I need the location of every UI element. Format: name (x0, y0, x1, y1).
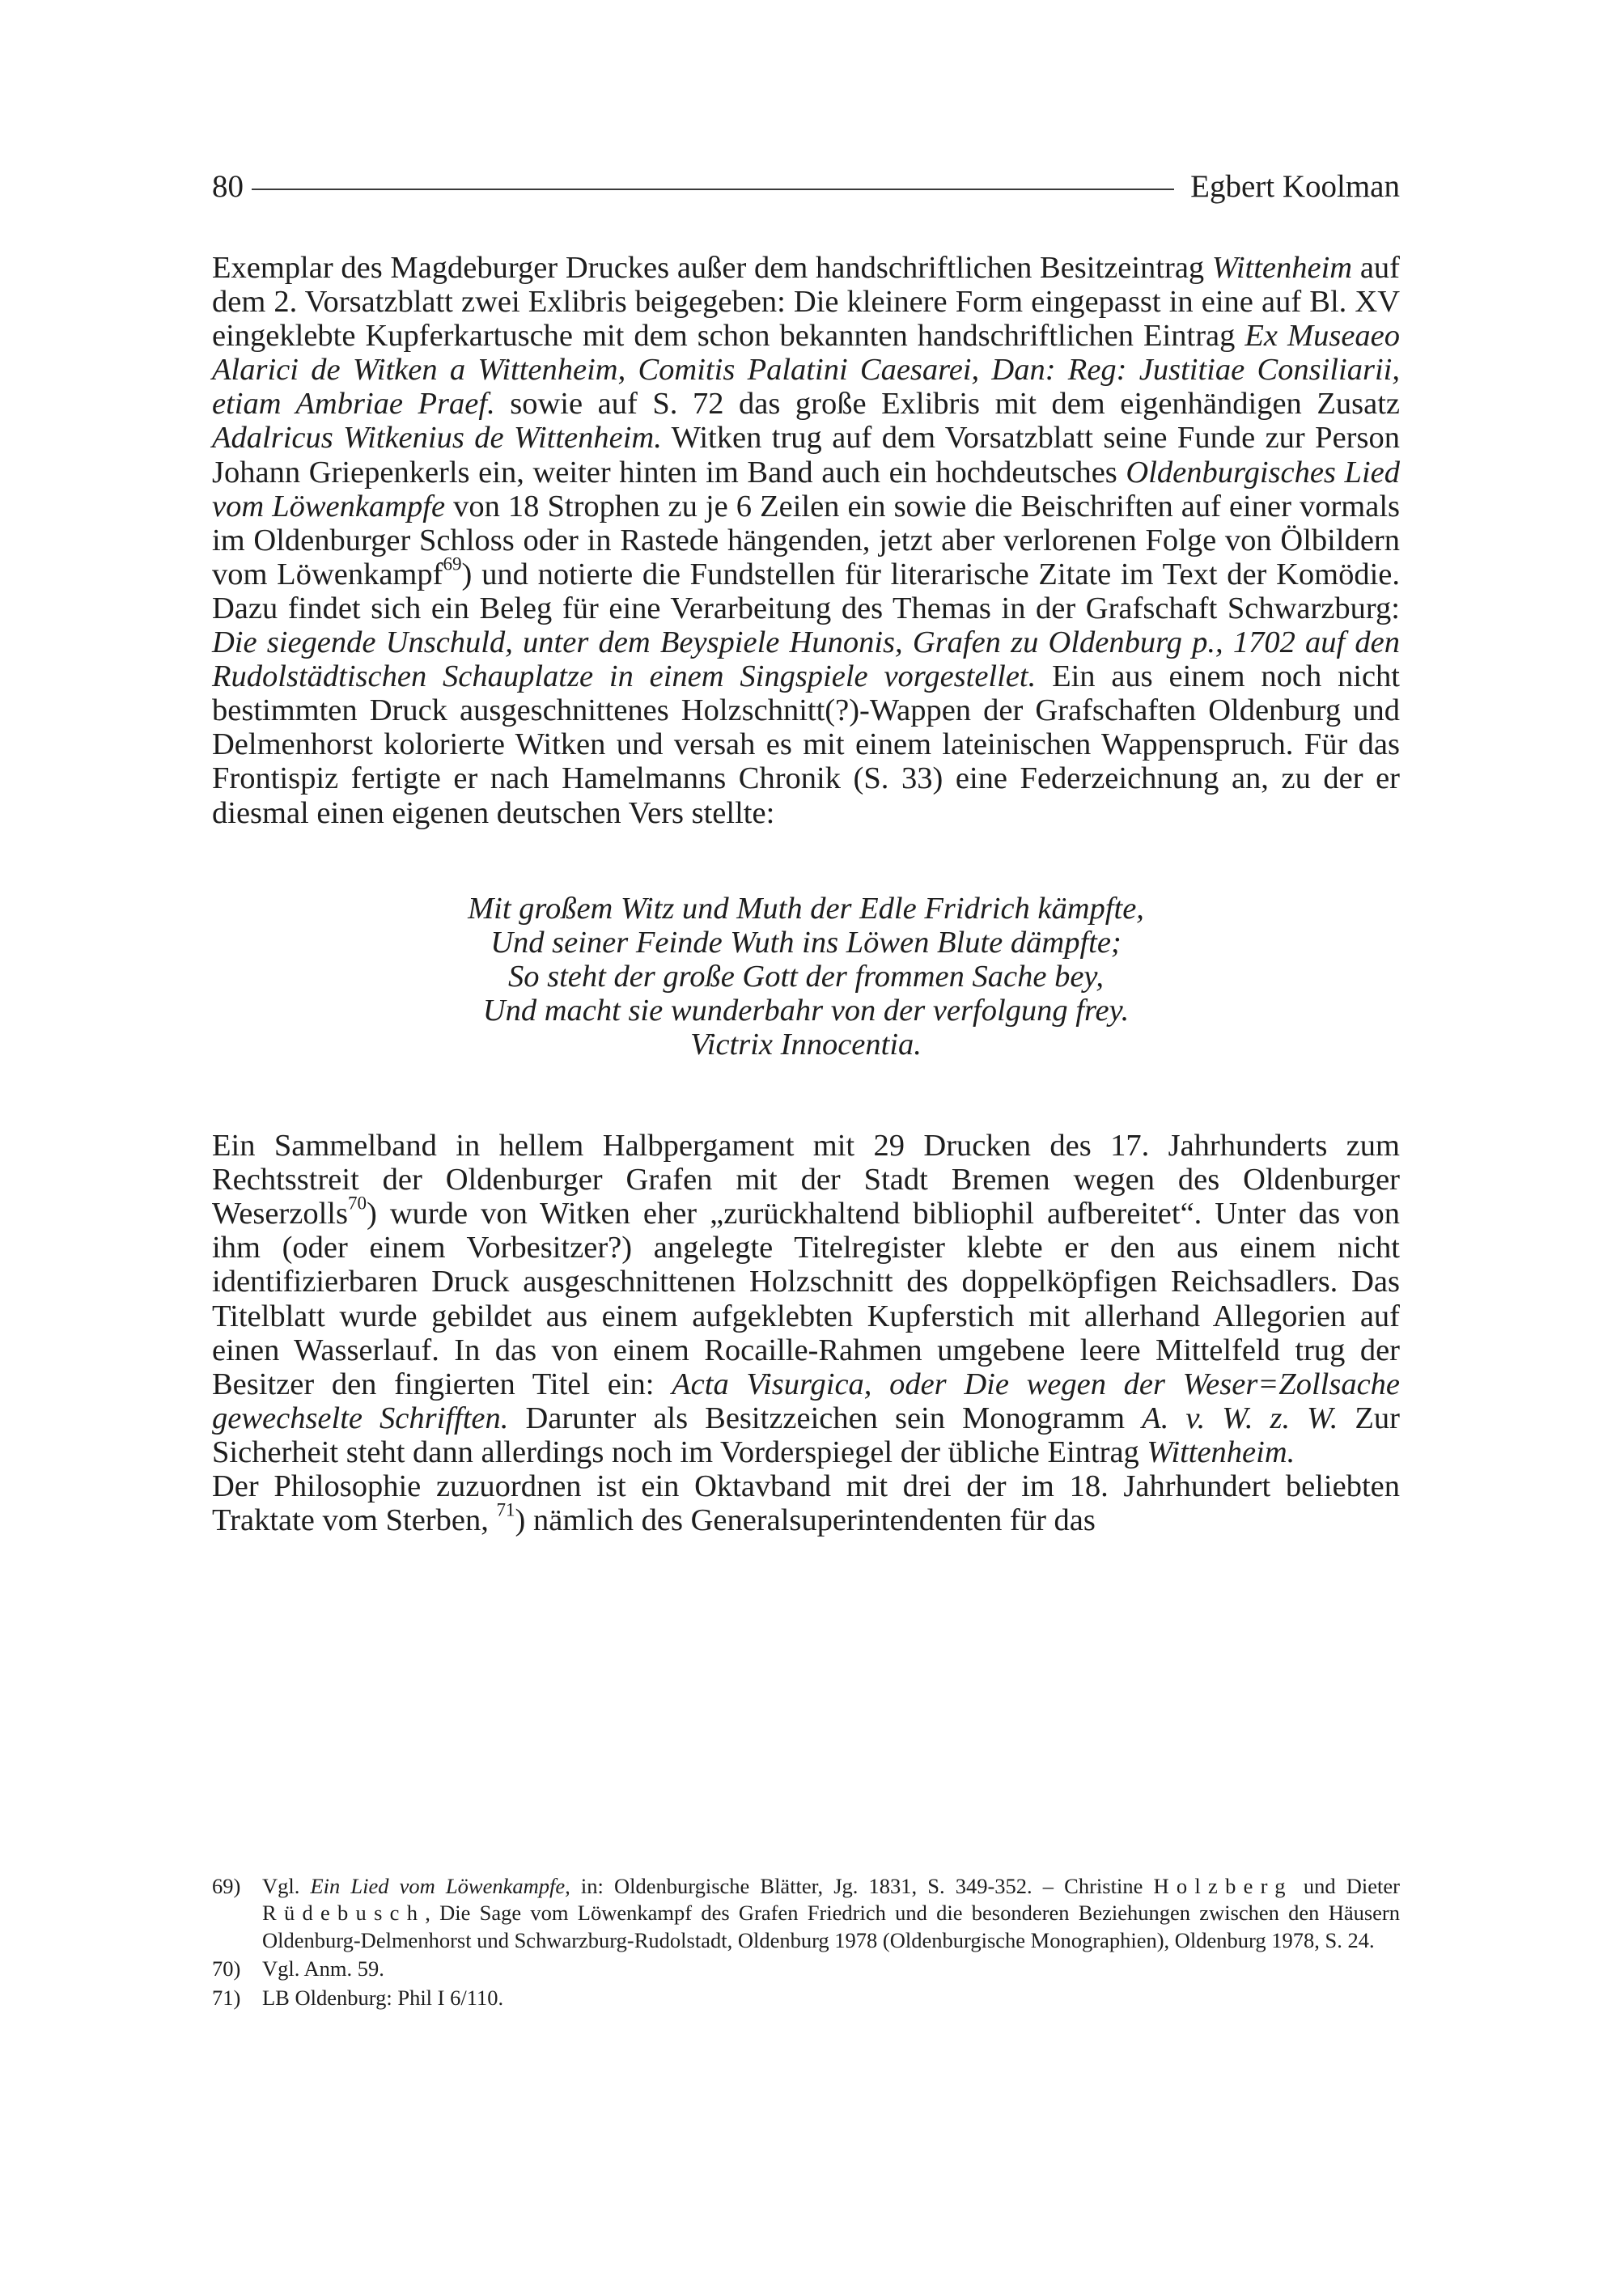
text-run: Zur Sicherheit steht dann allerdings noch im Vorderspiegel der übliche Eintrag (212, 1401, 1400, 1469)
footnote-number: 70) (212, 1956, 241, 1981)
paragraph-1 (212, 251, 1400, 830)
footnote-text (262, 1873, 1400, 1954)
footnote-ref: 69 (443, 553, 462, 574)
verse-line: So steht der große Gott der frommen Sache bey, (508, 959, 1104, 994)
spaced-name: Rüdebusch (262, 1901, 426, 1926)
footnote (212, 1985, 1400, 2011)
verse-line: Und seiner Feinde Wuth ins Löwen Blute dämpfte; (490, 925, 1122, 960)
verse-line: Mit großem Witz und Muth der Edle Fridrich kämpfte, (468, 891, 1144, 926)
italic-run: Adalricus Witkenius de Wittenheim. (212, 421, 662, 456)
paragraph-3 (212, 1469, 1400, 1537)
footnote-ref: 71 (496, 1498, 515, 1520)
page-number: 80 (212, 168, 244, 204)
main-text (212, 251, 1400, 1537)
text-run: Vgl. (262, 1874, 311, 1898)
verse-block (212, 892, 1400, 1062)
italic-run: Die siegende Unschuld, unter dem Beyspiele Hunonis, Grafen zu Oldenburg p., 1702 auf den Rudolstädtischen Schauplatze in einem Singspiele vorgestellet. (212, 625, 1400, 694)
footnote-text: Vgl. Anm. 59. (262, 1956, 384, 1981)
text-run: und Dieter (1292, 1874, 1401, 1898)
text-run: von 18 Strophen zu je 6 Zeilen ein sowie die Beischriften auf einer vormals im Oldenburger Schloss oder in Rastede hängenden, jetzt aber verlorenen Folge von Ölbildern vom Löwenkampf (212, 489, 1400, 591)
spaced-name: Holzberg (1153, 1874, 1293, 1898)
footnote-number: 69) (212, 1874, 241, 1898)
italic-run: A. v. W. z. W. (1142, 1401, 1338, 1435)
text-run: sowie auf S. 72 das große Exlibris mit dem eigenhändigen Zusatz (494, 387, 1400, 422)
text-run: ) nämlich des Generalsuperintendenten für das (515, 1503, 1096, 1538)
verse-line: Victrix Innocentia. (690, 1027, 922, 1062)
text-run: ) und notierte die Fundstellen für literarische Zitate im Text der Komödie. Dazu findet sich ein Beleg für eine Verarbeitung des Themas in der Grafschaft Schwarzburg: (212, 557, 1401, 625)
italic-run: Acta Visurgica, oder Die wegen der Weser=Zollsache gewechselte Schrifften. (212, 1367, 1401, 1435)
text-run: Ein Sammelband in hellem Halbpergament mit 29 Drucken des 17. Jahrhunderts zum Rechtsstreit der Oldenburger Grafen mit der Stadt Bremen wegen des Oldenburger Weserzolls (212, 1129, 1400, 1231)
footnotes (212, 1873, 1400, 2011)
footnote (212, 1956, 1400, 1982)
footnote-text: LB Oldenburg: Phil I 6/110. (262, 1985, 504, 2010)
running-header (212, 162, 1400, 210)
footnote (212, 1873, 1400, 1954)
italic-run: Wittenheim (1211, 251, 1353, 285)
text-run: Darunter als Besitzzeichen sein Monogramm (508, 1401, 1143, 1435)
verse-line: Und macht sie wunderbahr von der verfolgung frey. (482, 993, 1130, 1028)
text-run: Der Philosophie zuzuordnen ist ein Oktavband mit drei der im 18. Jahrhundert beliebten Traktate vom Sterben, (212, 1469, 1400, 1538)
header-rule (252, 189, 1174, 190)
text-run: ) wurde von Witken eher „zurückhaltend bibliophil aufbereitet“. Unter das von ihm (oder einem Vorbesitzer?) angelegte Titelregister klebte er den aus einem nicht identifizierbaren Druck ausgeschnittenen Holzschnitt des doppelköpfigen Reichsadlers. Das Titelblatt wurde gebildet aus einem aufgeklebten Kupferstich mit allerhand Allegorien auf einen Wasserlauf. In das von einem Rocaille-Rahmen umgebene leere Mittelfeld trug der Besitzer den fingierten Titel ein: (212, 1197, 1400, 1401)
running-author: Egbert Koolman (1190, 168, 1400, 204)
text-run: auf dem 2. Vorsatzblatt zwei Exlibris beigegeben: Die kleinere Form eingepasst in eine auf Bl. XV eingeklebte Kupferkartusche mit dem schon bekannten handschriftlichen Eintrag (212, 251, 1400, 354)
text-run: Exemplar des Magdeburger Druckes außer dem handschriftlichen Besitzeintrag (212, 251, 1212, 285)
italic-run: Ein Lied vom Löwenkampfe, (310, 1874, 570, 1898)
italic-run: Ex Museaeo Alarici de Witken a Wittenheim, Comitis Palatini Caesarei, Dan: Reg: Justitiae Consiliarii, etiam Ambriae Praef. (212, 319, 1400, 422)
spacer (212, 1062, 1400, 1129)
footnote-number: 71) (212, 1985, 241, 2010)
italic-run: Wittenheim. (1147, 1435, 1295, 1469)
text-run: Ein aus einem noch nicht bestimmten Druck ausgeschnittenes Holzschnitt(?)-Wappen der Grafschaften Oldenburg und Delmenhorst kolorierte Witken und versah es mit einem lateinischen Wappenspruch. Für das Frontispiz fertigte er nach Hamelmanns Chronik (S. 33) eine Federzeichnung an, zu der er diesmal einen eigenen deutschen Vers stellte: (212, 659, 1400, 830)
italic-run: Oldenburgisches Lied vom Löwenkampfe (212, 455, 1400, 523)
footnote-ref: 70 (347, 1192, 367, 1214)
paragraph-2 (212, 1129, 1400, 1469)
text-run: , Die Sage vom Löwenkampf des Grafen Friedrich und die besonderen Beziehungen zwischen den Häusern Oldenburg-Delmenhorst und Schwarzburg-Rudolstadt, Oldenburg 1978 (Oldenburgische Monographien), Oldenburg 1978, S. 24. (262, 1901, 1400, 1952)
text-run: in: Oldenburgische Blätter, Jg. 1831, S. 349-352. – Christine (570, 1874, 1154, 1898)
text-run: Witken trug auf dem Vorsatzblatt seine Funde zur Person Johann Griepenkerls ein, weiter hinten im Band auch ein hochdeutsches (212, 421, 1400, 490)
